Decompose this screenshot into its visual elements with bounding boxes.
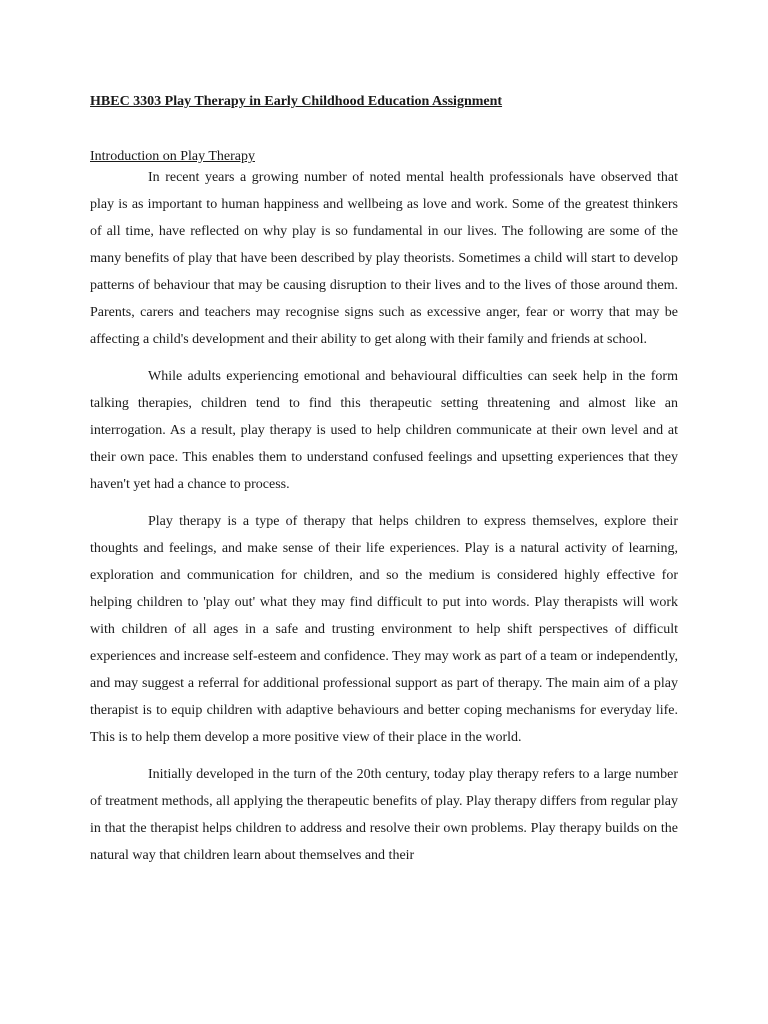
paragraph-1: In recent years a growing number of noted mental health professionals have observed that play is as important to human happiness and wellbeing as love and work. Some of the greatest thinkers of all time, have reflected on why play is so fundamental in our lives. The following are some of the many benefits of play that have been described by play theorists. Sometimes a child will start to develop patterns of behaviour that may be causing disruption to their lives and to the lives of those around them. Parents, carers and teachers may recognise signs such as excessive anger, fear or worry that may be affecting a child's development and their ability to get along with their family and friends at school. <box>90 170 678 347</box>
paragraph-2: While adults experiencing emotional and behavioural difficulties can seek help in the form talking therapies, children tend to find this therapeutic setting threatening and almost like an interrogation. As a result, play therapy is used to help children communicate at their own level and at their own pace. This enables them to understand confused feelings and upsetting experiences that they haven't yet had a chance to process. <box>90 369 678 492</box>
paragraph-3: Play therapy is a type of therapy that helps children to express themselves, explore their thoughts and feelings, and make sense of their life experiences. Play is a natural activity of learning, exploration and communication for children, and so the medium is considered highly effective for helping children to 'play out' what they may find difficult to put into words. Play therapists will work with children of all ages in a safe and trusting environment to help shift perspectives of difficult experiences and increase self-esteem and confidence. They may work as part of a team or independently, and may suggest a referral for additional professional support as part of therapy. The main aim of a play therapist is to equip children with adaptive behaviours and better coping mechanisms for everyday life. This is to help them develop a more positive view of their place in the world. <box>90 514 678 745</box>
document-title: HBEC 3303 Play Therapy in Early Childhood Education Assignment <box>90 94 503 109</box>
section-heading: Introduction on Play Therapy <box>90 149 255 164</box>
paragraph-4: Initially developed in the turn of the 20th century, today play therapy refers to a large number of treatment methods, all applying the therapeutic benefits of play. Play therapy differs from regular play in that the therapist helps children to address and resolve their own problems. Play therapy builds on the natural way that children learn about themselves and their <box>90 767 678 863</box>
